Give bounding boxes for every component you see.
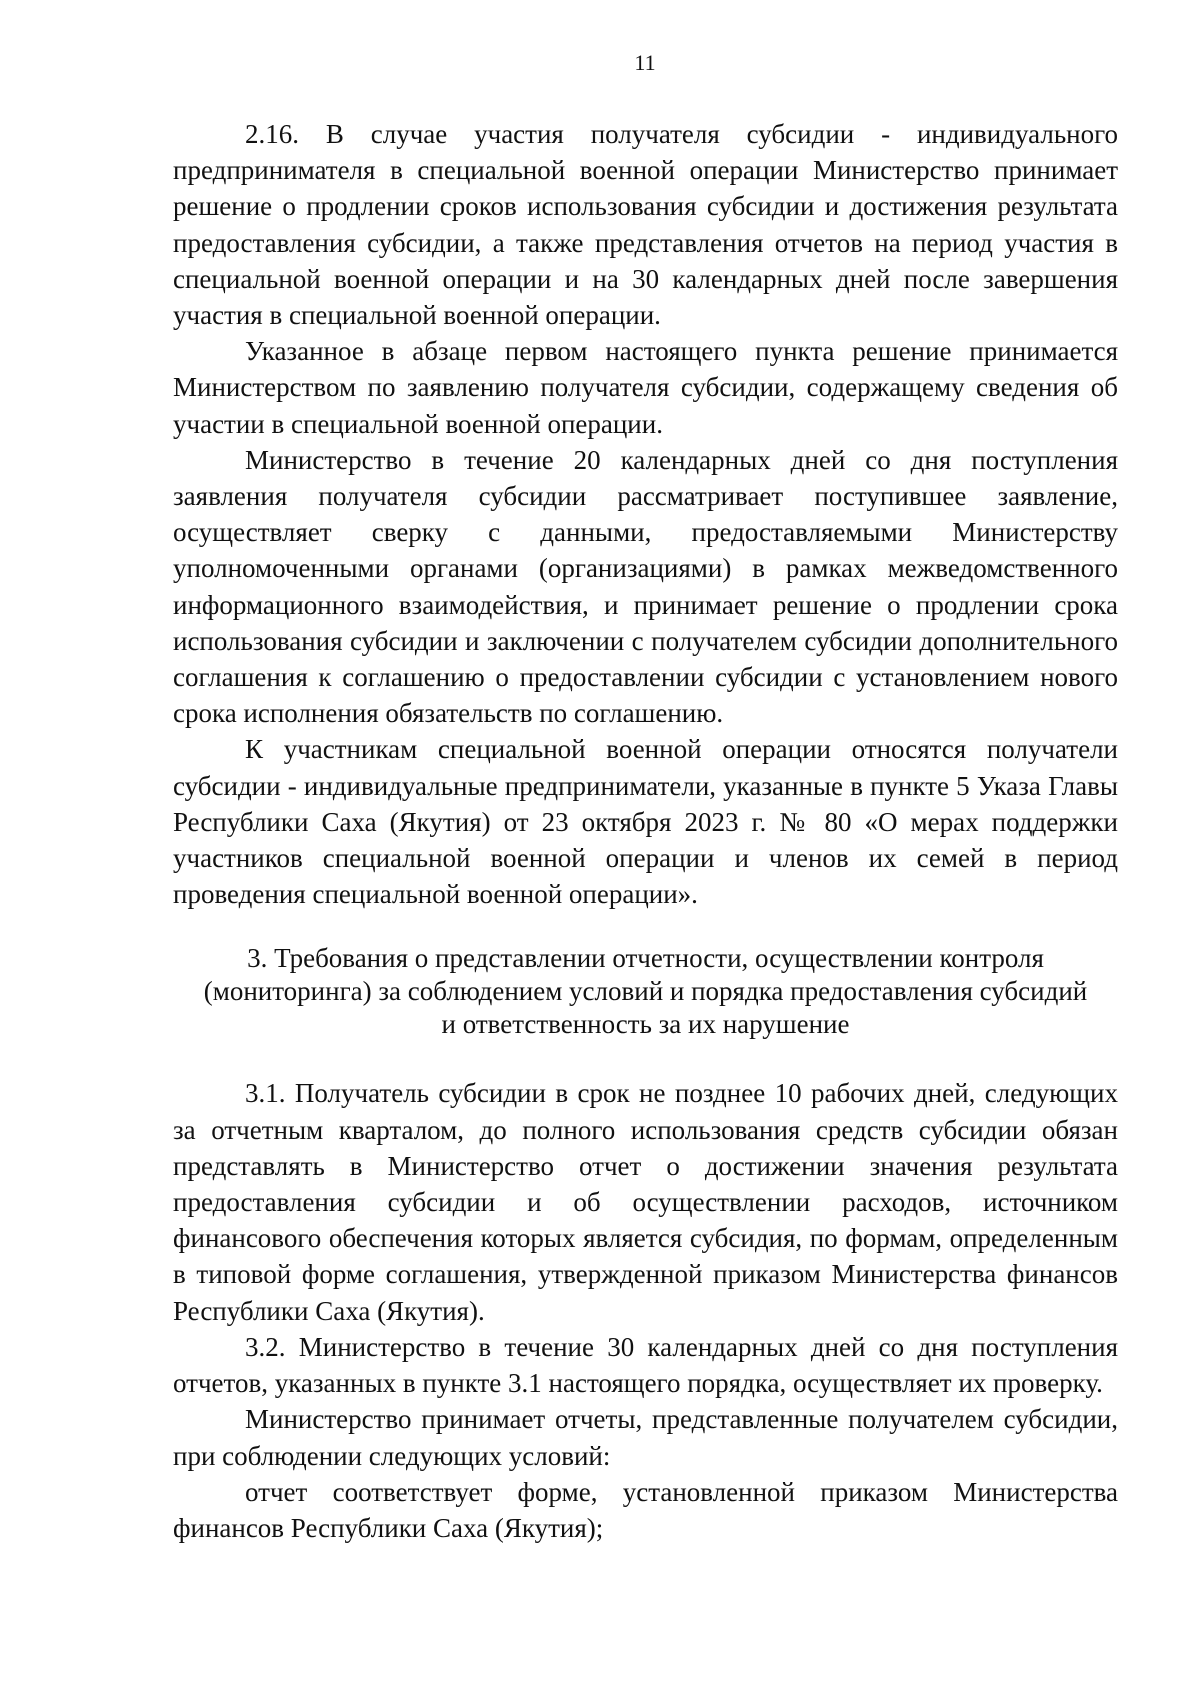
paragraph-condition-form: отчет соответствует форме, установленной приказом Министерства финансов Республики Саха (Якутия); [173, 1476, 1118, 1543]
paragraph-3-1: 3.1. Получатель субсидии в срок не позднее 10 рабочих дней, следующих за отчетным кварталом, до полного использования средств субсидии обязан представлять в Министерство отчет о достижении значения результата предоставления субсидии и об осуществлении расходов, источником финансового обеспечения которых является субсидия, по формам, определенным в типовой форме соглашения, утвержденной приказом Министерства финансов Республики Саха (Якутия). [173, 1078, 1118, 1326]
paragraph-decision-basis: Указанное в абзаце первом настоящего пункта решение принимается Министерством по заявлению получателя субсидии, содержащему сведения об участии в специальной военной операции. [173, 336, 1118, 439]
paragraph-participants: К участникам специальной военной операции относятся получатели субсидии - индивидуальные предприниматели, указанные в пункте 5 Указа Главы Республики Саха (Якутия) от 23 октября 2023 г. № 80 «О мерах поддержки участников специальной военной операции и членов их семей в период проведения специальной военной операции». [173, 734, 1118, 910]
section-heading-line: (мониторинга) за соблюдением условий и порядка предоставления субсидий [203, 976, 1088, 1007]
paragraph-3-2: 3.2. Министерство в течение 30 календарных дней со дня поступления отчетов, указанных в пункте 3.1 настоящего порядка, осуществляет их проверку. [173, 1331, 1118, 1399]
paragraph-review-period: Министерство в течение 20 календарных дней со дня поступления заявления получателя субсидии рассматривает поступившее заявление, осуществляет сверку с данными, предоставляемыми Министерству уполномоченными органами (организациями) в рамках межведомственного информационного взаимодействия, и принимает решение о продлении срока использования субсидии и заключении с получателем субсидии дополнительного соглашения к соглашению о предоставлении субсидии с установлением нового срока исполнения обязательств по соглашению. [173, 444, 1118, 729]
section-3-heading [173, 942, 1118, 1041]
section-heading-line: 3. Требования о представлении отчетности, осуществлении контроля [247, 943, 1044, 974]
paragraph-acceptance-conditions: Министерство принимает отчеты, представленные получателем субсидии, при соблюдении следующих условий: [173, 1404, 1118, 1471]
section-heading-line: и ответственность за их нарушение [441, 1009, 850, 1040]
document-body [173, 116, 1118, 1546]
paragraph-2-16: 2.16. В случае участия получателя субсидии - индивидуального предпринимателя в специальной военной операции Министерство принимает решение о продлении сроков использования субсидии и достижения результата предоставления субсидии, а также представления отчетов на период участия в специальной военной операции и на 30 календарных дней после завершения участия в специальной военной операции. [173, 119, 1118, 331]
page-number: 11 [634, 50, 656, 75]
